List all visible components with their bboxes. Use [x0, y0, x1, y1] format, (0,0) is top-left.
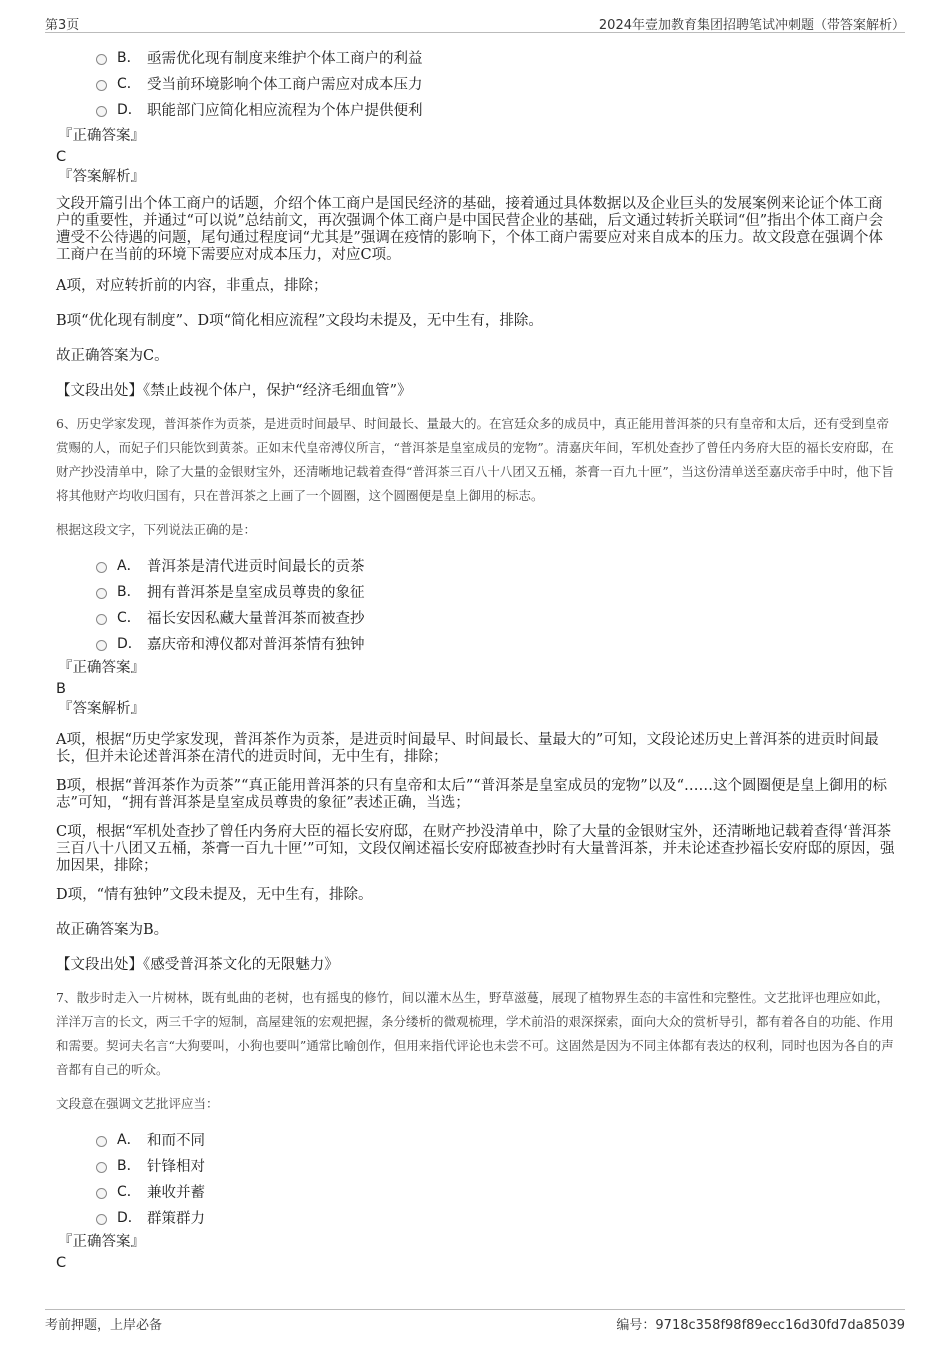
radio-icon[interactable]	[96, 588, 107, 599]
q5-analysis-label: 『答案解析』	[58, 169, 145, 185]
q7-options	[96, 1126, 896, 1230]
q5-option-b[interactable]	[96, 44, 896, 70]
q6-option-d[interactable]	[96, 630, 896, 656]
option-letter: A．	[117, 1132, 141, 1148]
page-number: 第3页	[45, 18, 80, 33]
q7-stem: 7、散步时走入一片树林，既有虬曲的老树，也有摇曳的修竹，间以灌木丛生，野草滋蔓，展现了植物界生态的丰富性和完整性。文艺批评也理应如此，洋洋万言的长文，两三千字的短制，高屋建瓴的宏观把握，条分缕析的微观梳理，学术前沿的艰深探索，面向大众的赏析导引，都有着各自的功能、作用和需要。契诃夫名言“大狗要叫，小狗也要叫”通常比喻创作，但用来指代评论也未尝不可。这固然是因为不同主体都有表达的权利，同时也因为各自的声音都有自己的听众。	[56, 990, 894, 1077]
q5-options	[96, 44, 896, 122]
option-text: 受当前环境影响个体工商户需应对成本压力	[147, 76, 423, 93]
q5-analysis-a: A项，对应转折前的内容，非重点，排除；	[56, 278, 328, 294]
option-letter: C．	[117, 76, 141, 92]
q6-analysis-d: D项，“情有独钟”文段未提及，无中生有，排除。	[56, 887, 373, 903]
option-text: 群策群力	[147, 1210, 205, 1227]
option-letter: D．	[117, 636, 142, 652]
q5-option-d[interactable]	[96, 96, 896, 122]
q5-answer: C	[56, 149, 67, 165]
option-text: 职能部门应简化相应流程为个体户提供便利	[147, 102, 423, 119]
q5-answer-label: 『正确答案』	[58, 128, 145, 144]
q6-option-c[interactable]	[96, 604, 896, 630]
q6-option-b[interactable]	[96, 578, 896, 604]
option-letter: C．	[117, 1184, 141, 1200]
q5-option-c[interactable]	[96, 70, 896, 96]
q6-source: 【文段出处】《感受普洱茶文化的无限魅力》	[56, 957, 339, 973]
page-footer	[45, 1309, 905, 1334]
radio-icon[interactable]	[96, 562, 107, 573]
radio-icon[interactable]	[96, 1214, 107, 1225]
q7-option-c[interactable]	[96, 1178, 896, 1204]
q6-stem: 6、历史学家发现，普洱茶作为贡茶，是进贡时间最早、时间最长、量最大的。在宫廷众多的成员中，真正能用普洱茶的只有皇帝和太后，还有受到皇帝赏赐的人，而妃子们只能饮到黄茶。正如末代皇帝溥仪所言，“普洱茶是皇室成员的宠物”。清嘉庆年间，军机处查抄了曾任内务府大臣的福长安府邸，在财产抄没清单中，除了大量的金银财宝外，还清晰地记载着查得“普洱茶三百八十八团又五桶，茶膏一百九十匣”，当这份清单送至嘉庆帝手中时，他下旨将其他财产均收归国有，只在普洱茶之上画了一个圆圈，这个圆圈便是皇上御用的标志。	[56, 416, 894, 503]
q7-prompt: 文段意在强调文艺批评应当：	[56, 1096, 219, 1111]
option-letter: B．	[117, 1158, 141, 1174]
q6-conclusion: 故正确答案为B。	[56, 922, 169, 938]
option-text: 福长安因私藏大量普洱茶而被查抄	[147, 610, 365, 627]
q6-options	[96, 552, 896, 656]
option-text: 普洱茶是清代进贡时间最长的贡茶	[147, 558, 365, 575]
q7-answer: C	[56, 1255, 67, 1271]
document-title: 2024年壹加教育集团招聘笔试冲刺题（带答案解析）	[598, 18, 905, 33]
q5-analysis-bd: B项“优化现有制度”、D项“简化相应流程”文段均未提及，无中生有，排除。	[56, 313, 543, 329]
option-text: 亟需优化现有制度来维护个体工商户的利益	[147, 50, 423, 67]
q6-answer: B	[56, 681, 66, 697]
q7-answer-label: 『正确答案』	[58, 1234, 145, 1250]
q5-conclusion: 故正确答案为C。	[56, 348, 169, 364]
q5-analysis-main: 文段开篇引出个体工商户的话题，介绍个体工商户是国民经济的基础，接着通过具体数据以及企业巨头的发展案例来论证个体工商户的重要性，并通过“可以说”总结前文，再次强调个体工商户是中国民营企业的基础，后文通过转折关联词“但”指出个体工商户会遭受不公待遇的问题，尾句通过程度词“尤其是”强调在疫情的影响下，个体工商户需要应对来自成本的压力。故文段意在强调个体工商户在当前的环境下需要应对成本压力，对应C项。	[56, 196, 884, 263]
radio-icon[interactable]	[96, 80, 107, 91]
q7-option-a[interactable]	[96, 1126, 896, 1152]
radio-icon[interactable]	[96, 54, 107, 65]
radio-icon[interactable]	[96, 1188, 107, 1199]
q6-analysis-c: C项，根据“军机处查抄了曾任内务府大臣的福长安府邸，在财产抄没清单中，除了大量的金银财宝外，还清晰地记载着查得‘普洱茶三百八十八团又五桶，茶膏一百九十匣’”可知，文段仅阐述福长安府邸被查抄时有大量普洱茶，并未论述查抄福长安府邸的原因，强加因果，排除；	[56, 824, 895, 874]
q6-analysis-label: 『答案解析』	[58, 701, 145, 717]
radio-icon[interactable]	[96, 640, 107, 651]
q7-option-b[interactable]	[96, 1152, 896, 1178]
radio-icon[interactable]	[96, 1162, 107, 1173]
q6-answer-label: 『正确答案』	[58, 660, 145, 676]
option-text: 和而不同	[147, 1132, 205, 1149]
document-id: 编号：9718c358f98f89ecc16d30fd7da85039	[616, 1318, 905, 1333]
option-letter: A．	[117, 558, 141, 574]
radio-icon[interactable]	[96, 106, 107, 117]
q7-option-d[interactable]	[96, 1204, 896, 1230]
page-content	[56, 44, 896, 1273]
q6-analysis-b: B项，根据“普洱茶作为贡茶”“真正能用普洱茶的只有皇帝和太后”“普洱茶是皇室成员的宠物”以及“……这个圆圈便是皇上御用的标志”可知，“拥有普洱茶是皇室成员尊贵的象征”表述正确，当选；	[56, 778, 888, 811]
radio-icon[interactable]	[96, 614, 107, 625]
page-header	[45, 12, 905, 33]
q6-prompt: 根据这段文字，下列说法正确的是：	[56, 522, 257, 537]
q6-analysis-a: A项，根据“历史学家发现，普洱茶作为贡茶，是进贡时间最早、时间最长、量最大的”可知，文段论述历史上普洱茶的进贡时间最长，但并未论述普洱茶在清代的进贡时间，无中生有，排除；	[56, 732, 879, 765]
option-letter: B．	[117, 50, 141, 66]
q5-source: 【文段出处】《禁止歧视个体户，保护“经济毛细血管”》	[56, 383, 412, 399]
footer-slogan: 考前押题，上岸必备	[45, 1318, 163, 1333]
option-letter: D．	[117, 102, 142, 118]
option-letter: C．	[117, 610, 141, 626]
option-letter: D．	[117, 1210, 142, 1226]
option-text: 兼收并蓄	[147, 1184, 205, 1201]
option-letter: B．	[117, 584, 141, 600]
option-text: 嘉庆帝和溥仪都对普洱茶情有独钟	[147, 636, 365, 653]
option-text: 拥有普洱茶是皇室成员尊贵的象征	[147, 584, 365, 601]
option-text: 针锋相对	[147, 1158, 205, 1175]
radio-icon[interactable]	[96, 1136, 107, 1147]
q6-option-a[interactable]	[96, 552, 896, 578]
